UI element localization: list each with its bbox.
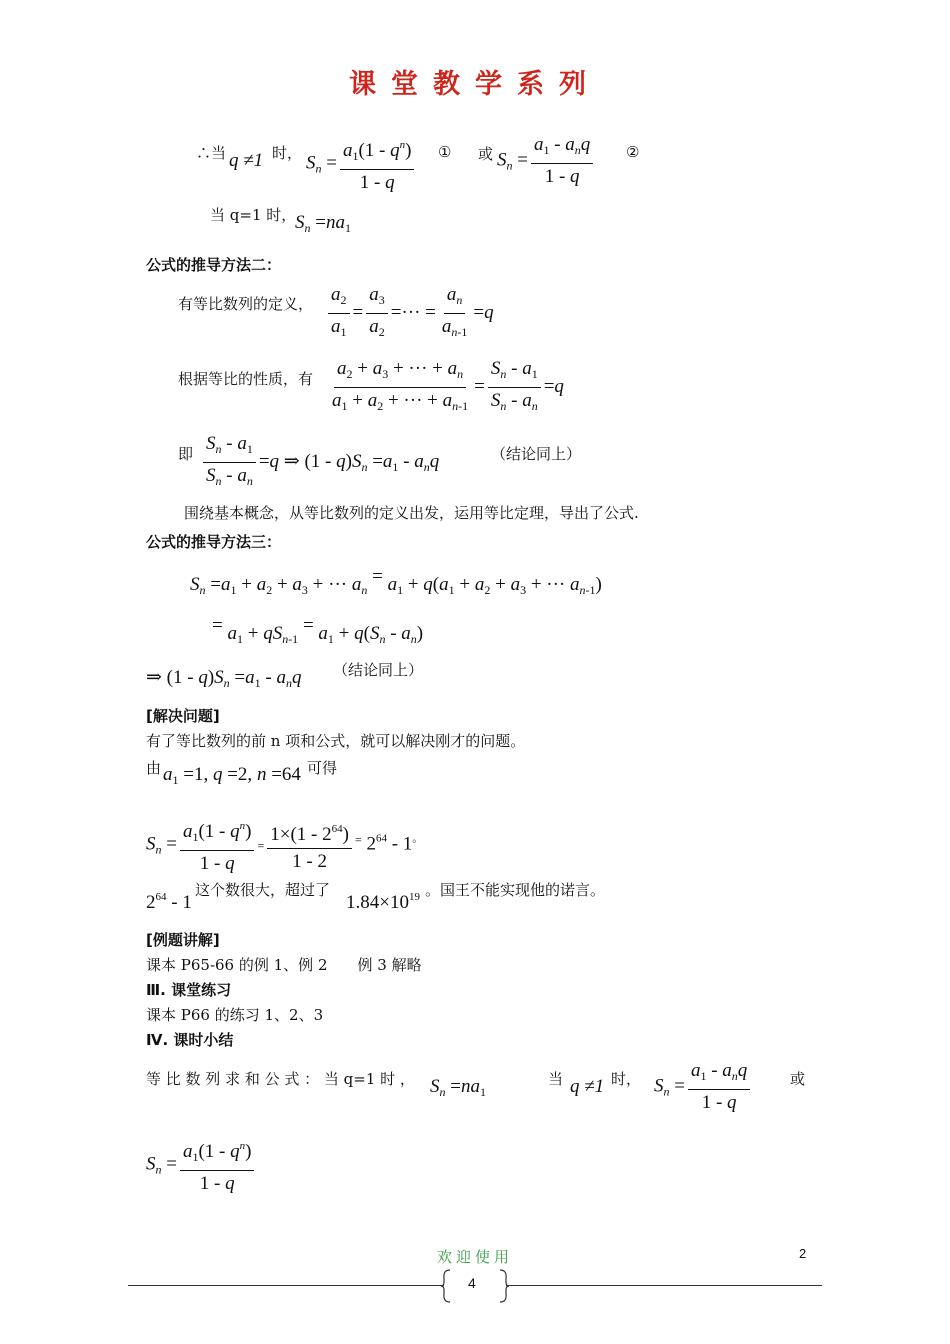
formula-ratio-prop: $\frac{a_2 + a_3 + \cdot\cdot\cdot + a_n}{a_1 + a_2 + \cdot\cdot\cdot + a_{n-1}}$ = $\frac{S_n - a_1}{S_n - a_n}$ =q xyxy=(332,358,564,413)
footer-rule-left xyxy=(128,1285,444,1286)
formula-ratio-def: $\frac{a_2}{a_1}$ = $\frac{a_3}{a_2}$ =··· = $\frac{a_n}{a_{n-1}}$ =q xyxy=(325,284,494,343)
formula-2-64: $2^{64} - 1$ xyxy=(146,891,192,913)
formula-m3-line2: = $a_1 + qS_{n-1} = a_1 + q(S_n - a_n)$ xyxy=(212,615,424,646)
formula-given: $a_1 =1$, q =2, n =64 xyxy=(163,764,301,787)
method3-heading: 公式的推导方法三： xyxy=(146,533,282,551)
formula-m3-result: ⇒ $(1 - q)S_n =a_1 - a_nq$ xyxy=(146,667,302,690)
summary-cond: q ≠1 xyxy=(570,1076,605,1097)
line1-shi: 时， xyxy=(272,144,303,162)
line1-condition: q ≠1 xyxy=(229,150,264,171)
summary-shi: 时， xyxy=(611,1070,642,1088)
solve-big2: 。国王不能实现他的诺言。 xyxy=(425,881,606,899)
formula-ji: $\frac{S_n - a_1}{S_n - a_n}$ =q ⇒ $(1 - q)S_n =a_1 - a_nq$ xyxy=(200,433,439,492)
summary-heading: Ⅳ. 课时小结 xyxy=(146,1031,234,1049)
solve-heading: [解决问题] xyxy=(146,707,220,725)
summary-formula-1: $S_n$ = $\frac{a_1(1 - q^n)}{1 - q}$ xyxy=(146,1135,257,1195)
solve-kede: 可得 xyxy=(307,759,338,777)
method2-ji: 即 xyxy=(178,445,194,463)
footer-rule-right xyxy=(506,1285,822,1286)
practice-heading: Ⅲ. 课堂练习 xyxy=(146,981,232,999)
line1-prefix: ∴当 xyxy=(196,144,227,162)
practice-text: 课本 P66 的练习 1、2、3 xyxy=(146,1006,324,1024)
huo-1: 或 xyxy=(478,145,494,163)
method2-summary: 围绕基本概念，从等比数列的定义出发，运用等比定理，导出了公式. xyxy=(184,504,639,522)
formula-1-84: $1.84\times 10^{19}$ xyxy=(346,891,420,913)
page-number-top: 2 xyxy=(799,1246,807,1261)
formula-sn-na1: $S_n =na_1$ xyxy=(295,212,351,235)
formula-sn-value: $S_n$ = $\frac{a_1(1 - q^n)}{1 - q}$ = $\frac{1\times(1 - 2^{64})}{1 - 2}$ = $2^{64} - 1^。$ xyxy=(146,815,423,875)
circle-1: ① xyxy=(438,143,452,161)
solve-text: 有了等比数列的前 n 项和公式，就可以解决刚才的问题。 xyxy=(146,732,526,750)
formula-sn-2: $S_n$ = $\frac{a_1 - a_nq}{1 - q}$ xyxy=(497,134,596,188)
summary-formula-na1: $S_n =na_1$ xyxy=(430,1076,486,1099)
summary-text: 等 比 数 列 求 和 公 式 ： 当 q=1 时 ， xyxy=(146,1070,415,1088)
summary-dang: 当 xyxy=(548,1070,564,1088)
formula-sn-1: $S_n$ = $\frac{a_1(1 - q^n)}{1 - q}$ xyxy=(306,134,417,194)
method2-def-text: 有等比数列的定义， xyxy=(178,295,314,313)
method3-same: （结论同上） xyxy=(333,661,424,679)
formula-m3-line1: $S_n =a_1 + a_2 + a_3$ + ··· $a_n = a_1 + q(a_1 + a_2 + a_3$ + ··· $a_{n-1}$) xyxy=(190,566,602,597)
summary-formula-2: $S_n$ = $\frac{a_1 - a_nq}{1 - q}$ xyxy=(654,1060,753,1114)
line2-text: 当 q=1 时， xyxy=(210,206,297,224)
page-title: 课堂教学系列 xyxy=(349,69,601,100)
examples-text: 课本 P65-66 的例 1、例 2 例 3 解略 xyxy=(146,956,422,974)
examples-heading: [例题讲解] xyxy=(146,931,220,949)
footer-welcome: 欢迎使用 xyxy=(436,1248,513,1266)
circle-2: ② xyxy=(626,143,640,161)
solve-big1: 这个数很大，超过了 xyxy=(195,881,331,899)
method2-heading: 公式的推导方法二： xyxy=(146,256,282,274)
solve-you: 由 xyxy=(146,759,162,777)
summary-huo: 或 xyxy=(790,1070,806,1088)
method2-prop-text: 根据等比的性质，有 xyxy=(178,370,314,388)
page-number-bottom: 4 xyxy=(468,1275,476,1291)
method2-same: （结论同上） xyxy=(491,445,582,463)
